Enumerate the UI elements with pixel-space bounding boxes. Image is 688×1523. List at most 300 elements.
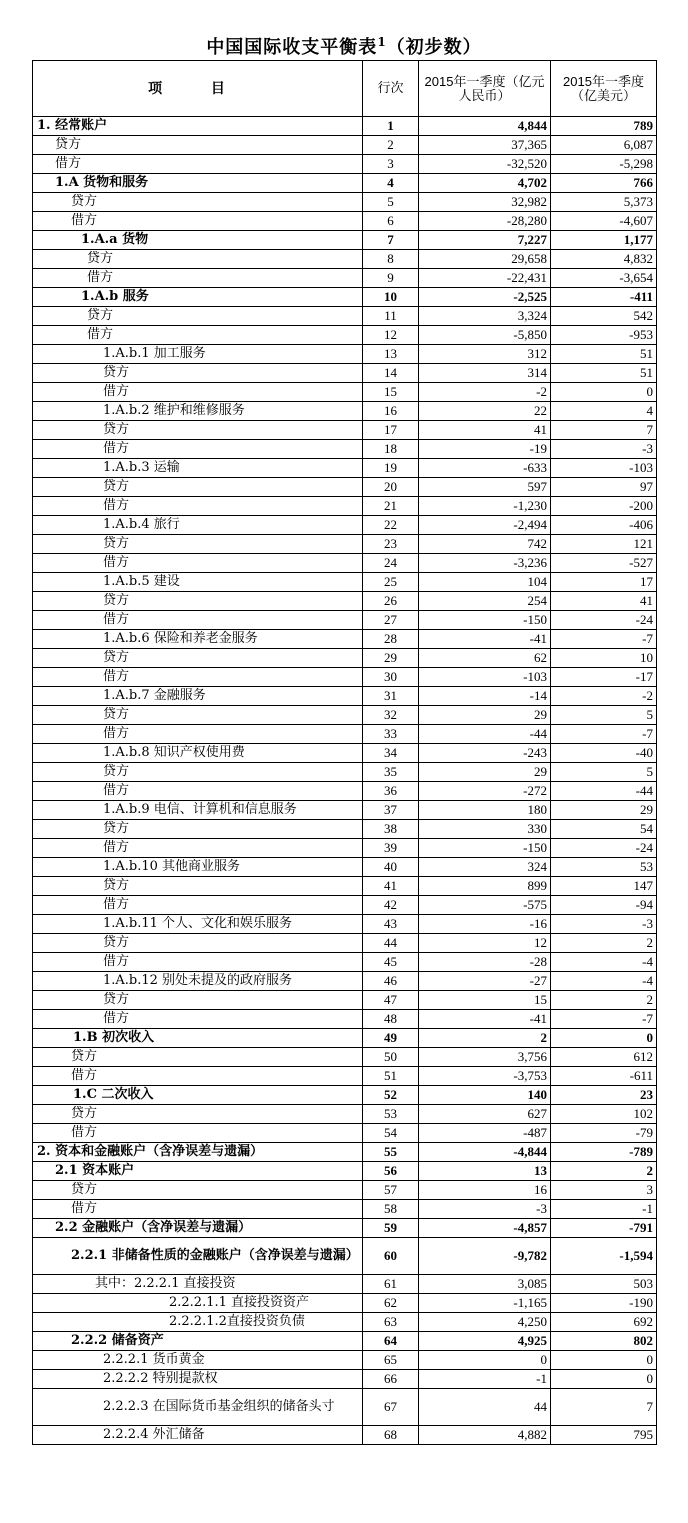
- row-item: 2.2.2.4 外汇储备: [33, 1426, 363, 1445]
- row-rmb-value: -1,165: [419, 1294, 551, 1313]
- row-item: 贷方: [33, 136, 363, 155]
- table-row: [33, 744, 657, 763]
- row-line: 1: [363, 117, 419, 136]
- row-usd-value: 1,177: [551, 231, 657, 250]
- row-usd-value: 7: [551, 421, 657, 440]
- table-row: [33, 1332, 657, 1351]
- table-row: [33, 668, 657, 687]
- row-rmb-value: 15: [419, 991, 551, 1010]
- row-line: 38: [363, 820, 419, 839]
- row-rmb-value: -150: [419, 839, 551, 858]
- table-row: [33, 117, 657, 136]
- row-item: 贷方: [33, 1105, 363, 1124]
- table-row: [33, 1200, 657, 1219]
- row-usd-value: 692: [551, 1313, 657, 1332]
- row-usd-value: 0: [551, 1370, 657, 1389]
- row-line: 33: [363, 725, 419, 744]
- row-usd-value: 41: [551, 592, 657, 611]
- row-rmb-value: -1,230: [419, 497, 551, 516]
- row-usd-value: 4: [551, 402, 657, 421]
- row-item: 贷方: [33, 991, 363, 1010]
- table-row: [33, 1351, 657, 1370]
- row-rmb-value: -4,857: [419, 1219, 551, 1238]
- row-line: 16: [363, 402, 419, 421]
- table-row: [33, 630, 657, 649]
- row-item: 借方: [33, 839, 363, 858]
- row-rmb-value: 3,085: [419, 1275, 551, 1294]
- row-usd-value: -953: [551, 326, 657, 345]
- row-item: 2.2 金融账户（含净误差与遗漏）: [33, 1219, 363, 1238]
- row-rmb-value: 41: [419, 421, 551, 440]
- row-item: 贷方: [33, 820, 363, 839]
- table-row: [33, 725, 657, 744]
- row-line: 7: [363, 231, 419, 250]
- row-item: 1.A.b.10 其他商业服务: [33, 858, 363, 877]
- row-line: 48: [363, 1010, 419, 1029]
- row-item: 借方: [33, 611, 363, 630]
- row-usd-value: -190: [551, 1294, 657, 1313]
- row-rmb-value: -633: [419, 459, 551, 478]
- row-line: 8: [363, 250, 419, 269]
- table-row: [33, 839, 657, 858]
- row-rmb-value: 32,982: [419, 193, 551, 212]
- row-line: 61: [363, 1275, 419, 1294]
- row-usd-value: 5: [551, 763, 657, 782]
- row-line: 64: [363, 1332, 419, 1351]
- row-item: 贷方: [33, 478, 363, 497]
- row-rmb-value: -14: [419, 687, 551, 706]
- row-usd-value: -7: [551, 725, 657, 744]
- row-item: 借方: [33, 1010, 363, 1029]
- row-rmb-value: -2: [419, 383, 551, 402]
- row-usd-value: 0: [551, 1029, 657, 1048]
- row-line: 19: [363, 459, 419, 478]
- table-row: [33, 288, 657, 307]
- row-usd-value: 542: [551, 307, 657, 326]
- row-item: 1.A.b.4 旅行: [33, 516, 363, 535]
- row-line: 63: [363, 1313, 419, 1332]
- row-rmb-value: -1: [419, 1370, 551, 1389]
- table-row: [33, 592, 657, 611]
- row-line: 20: [363, 478, 419, 497]
- row-usd-value: -94: [551, 896, 657, 915]
- row-usd-value: 766: [551, 174, 657, 193]
- row-item: 贷方: [33, 250, 363, 269]
- row-line: 3: [363, 155, 419, 174]
- row-line: 14: [363, 364, 419, 383]
- row-rmb-value: 254: [419, 592, 551, 611]
- table-row: [33, 1426, 657, 1445]
- row-rmb-value: -22,431: [419, 269, 551, 288]
- row-rmb-value: 3,756: [419, 1048, 551, 1067]
- table-row: [33, 535, 657, 554]
- row-line: 43: [363, 915, 419, 934]
- row-rmb-value: -41: [419, 630, 551, 649]
- table-row: [33, 782, 657, 801]
- row-rmb-value: 4,882: [419, 1426, 551, 1445]
- row-item: 1.A.b.9 电信、计算机和信息服务: [33, 801, 363, 820]
- row-rmb-value: 29: [419, 763, 551, 782]
- row-usd-value: 10: [551, 649, 657, 668]
- page-title: [0, 30, 688, 60]
- table-row: [33, 1370, 657, 1389]
- table-row: [33, 383, 657, 402]
- table-row: [33, 269, 657, 288]
- table-row: [33, 478, 657, 497]
- row-line: 39: [363, 839, 419, 858]
- table-row: [33, 1238, 657, 1275]
- row-usd-value: -411: [551, 288, 657, 307]
- row-usd-value: 121: [551, 535, 657, 554]
- row-rmb-value: -9,782: [419, 1238, 551, 1275]
- table-row: [33, 1219, 657, 1238]
- row-item: 贷方: [33, 877, 363, 896]
- row-item: 1.A.b.8 知识产权使用费: [33, 744, 363, 763]
- row-line: 66: [363, 1370, 419, 1389]
- row-rmb-value: 29,658: [419, 250, 551, 269]
- row-rmb-value: 2: [419, 1029, 551, 1048]
- row-rmb-value: 4,702: [419, 174, 551, 193]
- row-item: 1.A.b.1 加工服务: [33, 345, 363, 364]
- row-usd-value: -44: [551, 782, 657, 801]
- row-line: 28: [363, 630, 419, 649]
- row-usd-value: 53: [551, 858, 657, 877]
- row-usd-value: -4,607: [551, 212, 657, 231]
- row-usd-value: 102: [551, 1105, 657, 1124]
- table-row: [33, 1162, 657, 1181]
- row-item: 1. 经常账户: [33, 117, 363, 136]
- row-line: 32: [363, 706, 419, 725]
- row-item: 1.A.b.5 建设: [33, 573, 363, 592]
- row-line: 47: [363, 991, 419, 1010]
- row-rmb-value: 22: [419, 402, 551, 421]
- row-item: 借方: [33, 554, 363, 573]
- row-line: 27: [363, 611, 419, 630]
- row-line: 24: [363, 554, 419, 573]
- table-row: [33, 611, 657, 630]
- row-usd-value: -40: [551, 744, 657, 763]
- row-rmb-value: 4,844: [419, 117, 551, 136]
- row-rmb-value: 16: [419, 1181, 551, 1200]
- table-row: [33, 820, 657, 839]
- row-rmb-value: 597: [419, 478, 551, 497]
- row-usd-value: 54: [551, 820, 657, 839]
- row-line: 18: [363, 440, 419, 459]
- row-item: 2.1 资本账户: [33, 1162, 363, 1181]
- row-rmb-value: -16: [419, 915, 551, 934]
- row-line: 56: [363, 1162, 419, 1181]
- row-item: 借方: [33, 212, 363, 231]
- row-usd-value: -24: [551, 839, 657, 858]
- row-rmb-value: 314: [419, 364, 551, 383]
- row-line: 60: [363, 1238, 419, 1275]
- row-item: 1.A.a 货物: [33, 231, 363, 250]
- table-row: [33, 326, 657, 345]
- row-item: 1.A.b 服务: [33, 288, 363, 307]
- row-line: 25: [363, 573, 419, 592]
- row-rmb-value: -103: [419, 668, 551, 687]
- table-row: [33, 307, 657, 326]
- table-row: [33, 136, 657, 155]
- row-usd-value: 802: [551, 1332, 657, 1351]
- row-item: 贷方: [33, 649, 363, 668]
- table-row: [33, 915, 657, 934]
- row-usd-value: 0: [551, 383, 657, 402]
- row-usd-value: -611: [551, 1067, 657, 1086]
- row-usd-value: 29: [551, 801, 657, 820]
- row-rmb-value: -3: [419, 1200, 551, 1219]
- table-row: [33, 649, 657, 668]
- table-row: [33, 1048, 657, 1067]
- table-row: [33, 896, 657, 915]
- table-row: [33, 231, 657, 250]
- row-item: 贷方: [33, 1181, 363, 1200]
- row-item: 借方: [33, 953, 363, 972]
- row-item: 1.A.b.3 运输: [33, 459, 363, 478]
- row-rmb-value: 742: [419, 535, 551, 554]
- row-usd-value: 503: [551, 1275, 657, 1294]
- row-usd-value: 5,373: [551, 193, 657, 212]
- table-row: [33, 1275, 657, 1294]
- row-item: 其中：2.2.2.1 直接投资: [33, 1275, 363, 1294]
- table-row: [33, 1010, 657, 1029]
- row-rmb-value: -5,850: [419, 326, 551, 345]
- row-line: 9: [363, 269, 419, 288]
- row-line: 22: [363, 516, 419, 535]
- row-usd-value: -789: [551, 1143, 657, 1162]
- row-line: 6: [363, 212, 419, 231]
- row-rmb-value: -27: [419, 972, 551, 991]
- header-line: 行次: [363, 61, 419, 117]
- row-line: 13: [363, 345, 419, 364]
- row-rmb-value: 899: [419, 877, 551, 896]
- row-usd-value: -3: [551, 915, 657, 934]
- row-usd-value: -24: [551, 611, 657, 630]
- row-item: 借方: [33, 668, 363, 687]
- row-usd-value: 612: [551, 1048, 657, 1067]
- table-row: [33, 934, 657, 953]
- row-usd-value: 2: [551, 1162, 657, 1181]
- header-usd: 2015年一季度（亿美元）: [551, 61, 657, 117]
- row-item: 贷方: [33, 1048, 363, 1067]
- row-usd-value: -7: [551, 630, 657, 649]
- table-row: [33, 953, 657, 972]
- table-row: [33, 497, 657, 516]
- row-rmb-value: -3,753: [419, 1067, 551, 1086]
- row-item: 2.2.2.1.2直接投资负债: [33, 1313, 363, 1332]
- row-item: 贷方: [33, 763, 363, 782]
- table-row: [33, 763, 657, 782]
- row-rmb-value: 13: [419, 1162, 551, 1181]
- row-line: 12: [363, 326, 419, 345]
- row-line: 54: [363, 1124, 419, 1143]
- row-rmb-value: 180: [419, 801, 551, 820]
- row-item: 借方: [33, 725, 363, 744]
- row-rmb-value: 29: [419, 706, 551, 725]
- row-rmb-value: -41: [419, 1010, 551, 1029]
- row-usd-value: 7: [551, 1389, 657, 1426]
- table-row: [33, 440, 657, 459]
- row-rmb-value: -487: [419, 1124, 551, 1143]
- row-line: 58: [363, 1200, 419, 1219]
- table-row: [33, 554, 657, 573]
- row-line: 17: [363, 421, 419, 440]
- table-row: [33, 155, 657, 174]
- row-item: 1.C 二次收入: [33, 1086, 363, 1105]
- row-item: 2.2.2 储备资产: [33, 1332, 363, 1351]
- title-footnote-mark: 1: [377, 35, 387, 49]
- table-row: [33, 459, 657, 478]
- row-rmb-value: -2,525: [419, 288, 551, 307]
- row-item: 借方: [33, 896, 363, 915]
- row-line: 42: [363, 896, 419, 915]
- row-line: 37: [363, 801, 419, 820]
- row-rmb-value: -4,844: [419, 1143, 551, 1162]
- row-item: 贷方: [33, 364, 363, 383]
- row-usd-value: 51: [551, 364, 657, 383]
- row-rmb-value: -2,494: [419, 516, 551, 535]
- row-line: 68: [363, 1426, 419, 1445]
- row-rmb-value: 62: [419, 649, 551, 668]
- table-row: [33, 1105, 657, 1124]
- row-usd-value: -3,654: [551, 269, 657, 288]
- row-usd-value: -791: [551, 1219, 657, 1238]
- table-row: [33, 1313, 657, 1332]
- row-line: 36: [363, 782, 419, 801]
- row-usd-value: -7: [551, 1010, 657, 1029]
- row-line: 51: [363, 1067, 419, 1086]
- row-line: 50: [363, 1048, 419, 1067]
- table-row: [33, 1124, 657, 1143]
- row-usd-value: 2: [551, 934, 657, 953]
- row-rmb-value: 330: [419, 820, 551, 839]
- table-row: [33, 1389, 657, 1426]
- row-usd-value: 51: [551, 345, 657, 364]
- table-body: [33, 117, 657, 1445]
- row-item: 2.2.2.1 货币黄金: [33, 1351, 363, 1370]
- row-item: 借方: [33, 782, 363, 801]
- row-line: 31: [363, 687, 419, 706]
- row-line: 34: [363, 744, 419, 763]
- table-row: [33, 573, 657, 592]
- row-item: 贷方: [33, 307, 363, 326]
- table-row: [33, 1067, 657, 1086]
- row-usd-value: -1: [551, 1200, 657, 1219]
- table-row: [33, 1029, 657, 1048]
- row-line: 52: [363, 1086, 419, 1105]
- row-item: 1.A.b.11 个人、文化和娱乐服务: [33, 915, 363, 934]
- row-line: 67: [363, 1389, 419, 1426]
- table-row: [33, 991, 657, 1010]
- row-rmb-value: -28,280: [419, 212, 551, 231]
- row-usd-value: -4: [551, 972, 657, 991]
- row-rmb-value: -272: [419, 782, 551, 801]
- row-line: 15: [363, 383, 419, 402]
- row-usd-value: 795: [551, 1426, 657, 1445]
- row-usd-value: 4,832: [551, 250, 657, 269]
- row-line: 46: [363, 972, 419, 991]
- row-line: 59: [363, 1219, 419, 1238]
- row-usd-value: 97: [551, 478, 657, 497]
- row-line: 11: [363, 307, 419, 326]
- row-usd-value: 0: [551, 1351, 657, 1370]
- row-item: 2.2.2.1.1 直接投资资产: [33, 1294, 363, 1313]
- row-usd-value: -4: [551, 953, 657, 972]
- row-rmb-value: 44: [419, 1389, 551, 1426]
- row-item: 贷方: [33, 421, 363, 440]
- table-row: [33, 877, 657, 896]
- row-rmb-value: -150: [419, 611, 551, 630]
- row-line: 5: [363, 193, 419, 212]
- row-line: 57: [363, 1181, 419, 1200]
- row-line: 45: [363, 953, 419, 972]
- row-item: 借方: [33, 155, 363, 174]
- row-line: 2: [363, 136, 419, 155]
- row-line: 62: [363, 1294, 419, 1313]
- row-usd-value: 6,087: [551, 136, 657, 155]
- row-item: 借方: [33, 326, 363, 345]
- row-item: 2.2.2.3 在国际货币基金组织的储备头寸: [33, 1389, 363, 1426]
- row-usd-value: 23: [551, 1086, 657, 1105]
- row-item: 贷方: [33, 193, 363, 212]
- row-line: 53: [363, 1105, 419, 1124]
- row-line: 23: [363, 535, 419, 554]
- row-line: 55: [363, 1143, 419, 1162]
- row-line: 4: [363, 174, 419, 193]
- row-item: 贷方: [33, 706, 363, 725]
- row-line: 35: [363, 763, 419, 782]
- row-item: 贷方: [33, 934, 363, 953]
- row-rmb-value: 4,925: [419, 1332, 551, 1351]
- row-line: 41: [363, 877, 419, 896]
- row-rmb-value: 4,250: [419, 1313, 551, 1332]
- row-item: 借方: [33, 383, 363, 402]
- row-rmb-value: -28: [419, 953, 551, 972]
- row-item: 2.2.2.2 特别提款权: [33, 1370, 363, 1389]
- row-usd-value: 789: [551, 117, 657, 136]
- row-item: 1.A.b.7 金融服务: [33, 687, 363, 706]
- row-usd-value: -5,298: [551, 155, 657, 174]
- header-item: 项 目: [33, 61, 363, 117]
- table-row: [33, 345, 657, 364]
- balance-of-payments-table: [32, 60, 657, 1445]
- row-item: 贷方: [33, 592, 363, 611]
- row-item: 1.A.b.6 保险和养老金服务: [33, 630, 363, 649]
- row-line: 49: [363, 1029, 419, 1048]
- row-usd-value: 147: [551, 877, 657, 896]
- table-header-row: [33, 61, 657, 117]
- row-line: 44: [363, 934, 419, 953]
- table-row: [33, 174, 657, 193]
- row-line: 30: [363, 668, 419, 687]
- table-row: [33, 858, 657, 877]
- row-item: 1.A 货物和服务: [33, 174, 363, 193]
- row-rmb-value: 627: [419, 1105, 551, 1124]
- table-row: [33, 421, 657, 440]
- row-rmb-value: -32,520: [419, 155, 551, 174]
- table-row: [33, 516, 657, 535]
- row-usd-value: -3: [551, 440, 657, 459]
- table-row: [33, 1086, 657, 1105]
- row-line: 40: [363, 858, 419, 877]
- row-item: 1.A.b.2 维护和维修服务: [33, 402, 363, 421]
- row-usd-value: -103: [551, 459, 657, 478]
- row-line: 21: [363, 497, 419, 516]
- row-usd-value: 2: [551, 991, 657, 1010]
- table-row: [33, 193, 657, 212]
- table-row: [33, 402, 657, 421]
- row-rmb-value: -19: [419, 440, 551, 459]
